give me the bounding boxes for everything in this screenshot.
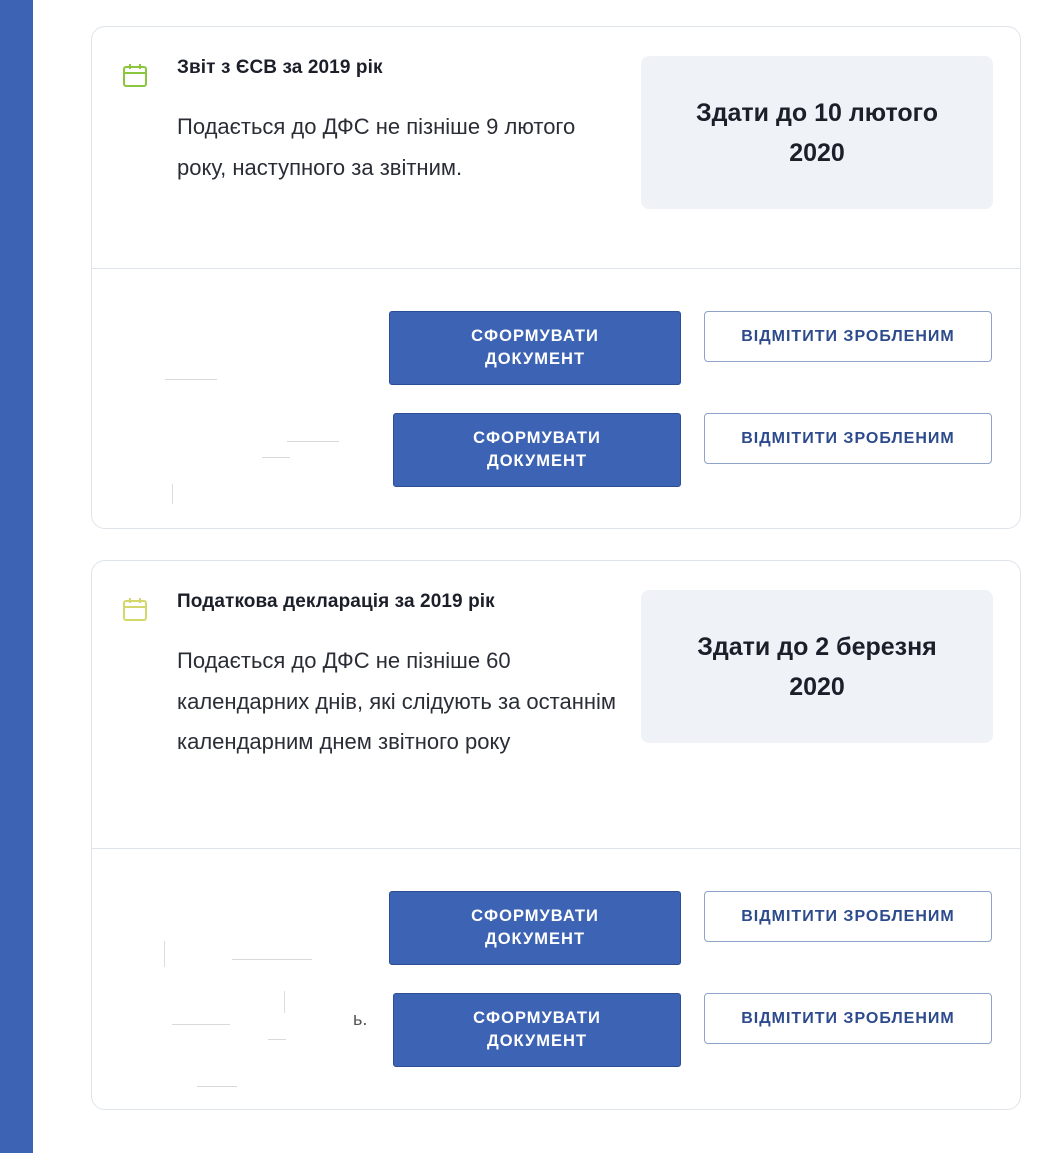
deadline-box xyxy=(641,56,993,209)
sidebar-strip xyxy=(0,0,33,1153)
redacted-line xyxy=(284,991,285,1013)
generate-document-button[interactable]: СФОРМУВАТИ ДОКУМЕНТ xyxy=(389,311,681,385)
deadline-text: Здати до 2 березня 2020 xyxy=(697,632,937,701)
deadline-text: Здати до 10 лютого 2020 xyxy=(696,98,938,167)
redacted-line xyxy=(172,484,173,504)
card-title: Звіт з ЄСВ за 2019 рік xyxy=(177,57,383,78)
report-card-declaration xyxy=(91,560,1021,1110)
redacted-line xyxy=(268,1039,286,1040)
card-actions xyxy=(92,849,1020,1110)
mark-done-button[interactable]: ВІДМІТИТИ ЗРОБЛЕНИМ xyxy=(704,891,992,942)
mark-done-button[interactable]: ВІДМІТИТИ ЗРОБЛЕНИМ xyxy=(704,993,992,1044)
redacted-line xyxy=(165,379,217,380)
card-header xyxy=(92,27,1020,269)
redacted-line xyxy=(164,941,165,967)
card-header xyxy=(92,561,1020,849)
redacted-line xyxy=(262,457,290,458)
mark-done-button[interactable]: ВІДМІТИТИ ЗРОБЛЕНИМ xyxy=(704,413,992,464)
calendar-icon xyxy=(122,596,148,622)
generate-document-button[interactable]: СФОРМУВАТИ ДОКУМЕНТ xyxy=(389,891,681,965)
generate-document-button[interactable]: СФОРМУВАТИ ДОКУМЕНТ xyxy=(393,993,681,1067)
mark-done-button[interactable]: ВІДМІТИТИ ЗРОБЛЕНИМ xyxy=(704,311,992,362)
calendar-icon xyxy=(122,62,148,88)
redacted-line xyxy=(172,1024,230,1025)
card-title: Податкова декларація за 2019 рік xyxy=(177,591,495,612)
report-card-esv xyxy=(91,26,1021,529)
redacted-line xyxy=(232,959,312,960)
card-description: Подається до ДФС не пізніше 9 лютого року, наступного за звітним. xyxy=(177,114,576,180)
generate-document-button[interactable]: СФОРМУВАТИ ДОКУМЕНТ xyxy=(393,413,681,487)
card-description: Подається до ДФС не пізніше 60 календарних днів, які слідують за останнім календарним днем звітного року xyxy=(177,648,617,754)
redacted-line xyxy=(197,1086,237,1087)
stray-text: ь. xyxy=(353,1009,368,1029)
card-actions xyxy=(92,269,1020,529)
deadline-box xyxy=(641,590,993,743)
redacted-line xyxy=(287,441,339,442)
